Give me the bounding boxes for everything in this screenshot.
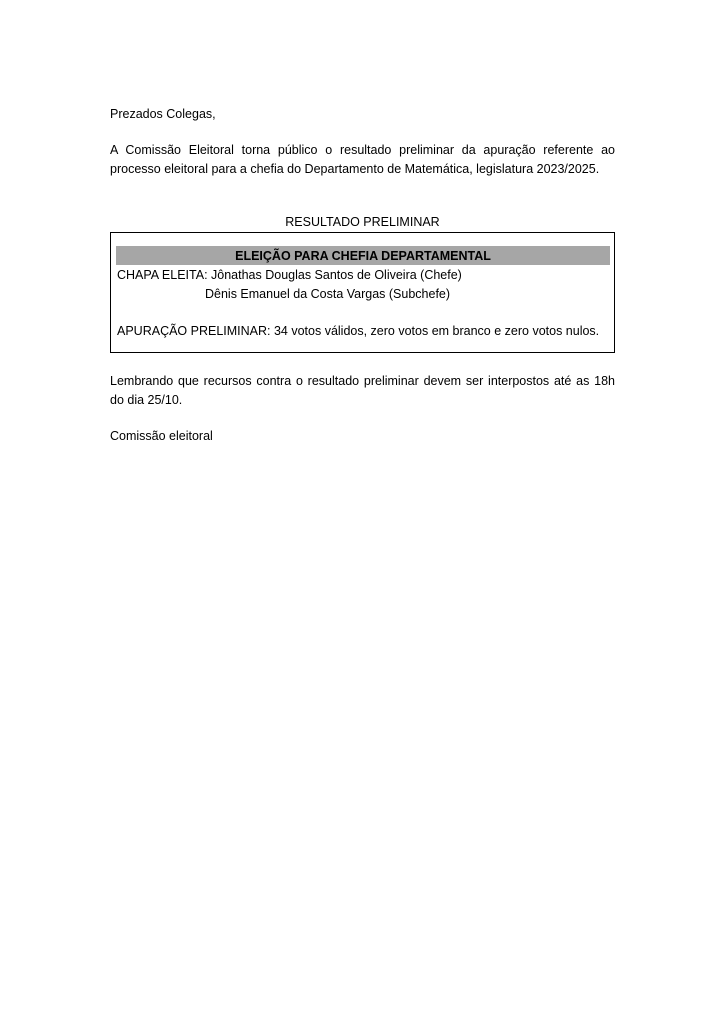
- salutation: Prezados Colegas,: [110, 107, 216, 121]
- signature: Comissão eleitoral: [110, 429, 213, 443]
- section-title: RESULTADO PRELIMINAR: [285, 215, 440, 229]
- vote-count-line: APURAÇÃO PRELIMINAR: 34 votos válidos, zero votos em branco e zero votos nulos.: [117, 324, 600, 338]
- result-box-header: ELEIÇÃO PARA CHEFIA DEPARTAMENTAL: [116, 246, 610, 265]
- result-box: [110, 232, 615, 353]
- appeal-reminder: Lembrando que recursos contra o resultado preliminar devem ser interpostos até as 18h do dia 25/10.: [110, 374, 615, 407]
- elected-slate-line: CHAPA ELEITA: Jônathas Douglas Santos de Oliveira (Chefe): [117, 268, 462, 282]
- intro-paragraph: A Comissão Eleitoral torna público o resultado preliminar da apuração referente ao processo eleitoral para a chefia do Departamento de Matemática, legislatura 2023/2025.: [110, 143, 615, 176]
- vice-chair-line: Dênis Emanuel da Costa Vargas (Subchefe): [205, 287, 451, 301]
